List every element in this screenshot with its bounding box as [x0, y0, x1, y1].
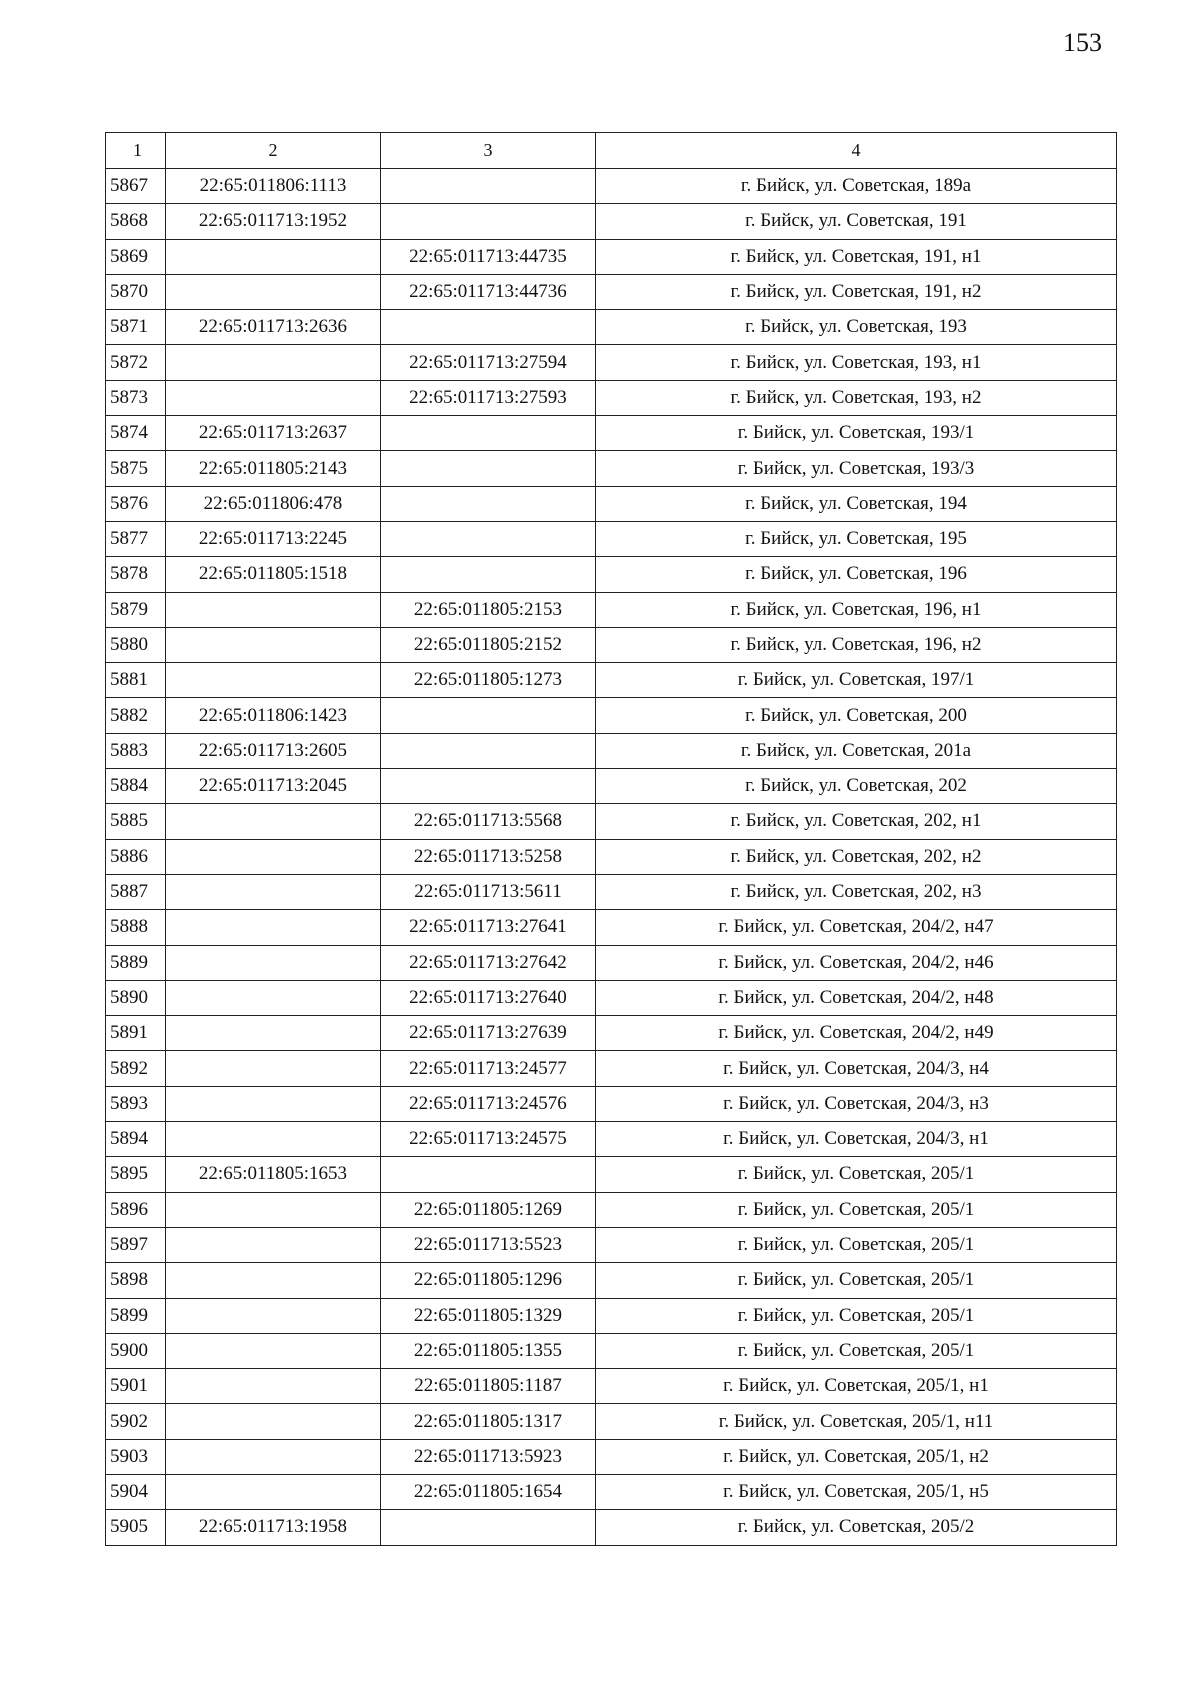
sub-cadastral-number-cell [381, 310, 596, 345]
address-cell: г. Бийск, ул. Советская, 204/2, н46 [596, 945, 1117, 980]
address-cell: г. Бийск, ул. Советская, 191, н2 [596, 274, 1117, 309]
address-cell: г. Бийск, ул. Советская, 202, н1 [596, 804, 1117, 839]
address-cell: г. Бийск, ул. Советская, 205/2 [596, 1510, 1117, 1545]
cadastral-number-cell [166, 663, 381, 698]
row-number-cell: 5894 [106, 1122, 166, 1157]
row-number-cell: 5868 [106, 204, 166, 239]
address-cell: г. Бийск, ул. Советская, 205/1 [596, 1192, 1117, 1227]
cadastral-number-cell: 22:65:011713:2605 [166, 733, 381, 768]
table-row [106, 980, 1117, 1015]
table-row [106, 733, 1117, 768]
cadastral-number-cell: 22:65:011713:1958 [166, 1510, 381, 1545]
row-number-cell: 5887 [106, 874, 166, 909]
table-row [106, 1051, 1117, 1086]
table-row [106, 804, 1117, 839]
cadastral-number-cell: 22:65:011806:1423 [166, 698, 381, 733]
cadastral-number-cell [166, 1404, 381, 1439]
row-number-cell: 5875 [106, 451, 166, 486]
row-number-cell: 5873 [106, 380, 166, 415]
sub-cadastral-number-cell: 22:65:011805:1273 [381, 663, 596, 698]
address-cell: г. Бийск, ул. Советская, 191 [596, 204, 1117, 239]
table-row [106, 1404, 1117, 1439]
cadastral-number-cell: 22:65:011713:2636 [166, 310, 381, 345]
cadastral-number-cell [166, 980, 381, 1015]
cadastral-number-cell [166, 592, 381, 627]
cadastral-number-cell [166, 1086, 381, 1121]
table-row [106, 557, 1117, 592]
address-cell: г. Бийск, ул. Советская, 201а [596, 733, 1117, 768]
row-number-cell: 5896 [106, 1192, 166, 1227]
sub-cadastral-number-cell: 22:65:011805:1317 [381, 1404, 596, 1439]
cadastral-number-cell [166, 627, 381, 662]
sub-cadastral-number-cell: 22:65:011805:2153 [381, 592, 596, 627]
table-row [106, 592, 1117, 627]
row-number-cell: 5900 [106, 1333, 166, 1368]
address-cell: г. Бийск, ул. Советская, 204/3, н3 [596, 1086, 1117, 1121]
sub-cadastral-number-cell: 22:65:011805:1187 [381, 1369, 596, 1404]
header-col-3: 3 [381, 133, 596, 169]
cadastral-number-cell: 22:65:011713:1952 [166, 204, 381, 239]
sub-cadastral-number-cell: 22:65:011713:5523 [381, 1227, 596, 1262]
cadastral-number-cell: 22:65:011805:2143 [166, 451, 381, 486]
cadastral-number-cell [166, 345, 381, 380]
table-row [106, 1157, 1117, 1192]
sub-cadastral-number-cell [381, 486, 596, 521]
address-cell: г. Бийск, ул. Советская, 193, н1 [596, 345, 1117, 380]
sub-cadastral-number-cell: 22:65:011713:27639 [381, 1016, 596, 1051]
table-row [106, 698, 1117, 733]
address-cell: г. Бийск, ул. Советская, 204/2, н48 [596, 980, 1117, 1015]
row-number-cell: 5905 [106, 1510, 166, 1545]
cadastral-number-cell [166, 945, 381, 980]
row-number-cell: 5872 [106, 345, 166, 380]
sub-cadastral-number-cell [381, 733, 596, 768]
row-number-cell: 5904 [106, 1474, 166, 1509]
sub-cadastral-number-cell: 22:65:011713:27593 [381, 380, 596, 415]
address-cell: г. Бийск, ул. Советская, 196, н1 [596, 592, 1117, 627]
address-cell: г. Бийск, ул. Советская, 205/1, н11 [596, 1404, 1117, 1439]
row-number-cell: 5867 [106, 169, 166, 204]
sub-cadastral-number-cell: 22:65:011713:27640 [381, 980, 596, 1015]
cadastral-number-cell [166, 274, 381, 309]
address-cell: г. Бийск, ул. Советская, 205/1 [596, 1263, 1117, 1298]
page-number: 153 [1063, 28, 1102, 57]
row-number-cell: 5870 [106, 274, 166, 309]
table-row [106, 663, 1117, 698]
address-cell: г. Бийск, ул. Советская, 194 [596, 486, 1117, 521]
row-number-cell: 5886 [106, 839, 166, 874]
address-cell: г. Бийск, ул. Советская, 193/1 [596, 416, 1117, 451]
address-cell: г. Бийск, ул. Советская, 205/1, н5 [596, 1474, 1117, 1509]
sub-cadastral-number-cell: 22:65:011713:24575 [381, 1122, 596, 1157]
table-row [106, 310, 1117, 345]
table-row [106, 380, 1117, 415]
sub-cadastral-number-cell: 22:65:011713:24577 [381, 1051, 596, 1086]
cadastral-number-cell [166, 1474, 381, 1509]
row-number-cell: 5903 [106, 1439, 166, 1474]
address-cell: г. Бийск, ул. Советская, 196 [596, 557, 1117, 592]
row-number-cell: 5902 [106, 1404, 166, 1439]
cadastral-number-cell [166, 1298, 381, 1333]
row-number-cell: 5888 [106, 910, 166, 945]
table-row [106, 1086, 1117, 1121]
cadastral-number-cell [166, 1192, 381, 1227]
row-number-cell: 5901 [106, 1369, 166, 1404]
row-number-cell: 5890 [106, 980, 166, 1015]
table-row [106, 627, 1117, 662]
cadastral-number-cell: 22:65:011806:1113 [166, 169, 381, 204]
table-row [106, 169, 1117, 204]
cadastral-number-cell [166, 1016, 381, 1051]
sub-cadastral-number-cell [381, 204, 596, 239]
header-col-1: 1 [106, 133, 166, 169]
sub-cadastral-number-cell: 22:65:011805:1329 [381, 1298, 596, 1333]
table-row [106, 1369, 1117, 1404]
sub-cadastral-number-cell [381, 451, 596, 486]
cadastral-number-cell: 22:65:011805:1653 [166, 1157, 381, 1192]
table-row [106, 416, 1117, 451]
row-number-cell: 5878 [106, 557, 166, 592]
cadastral-number-cell [166, 804, 381, 839]
sub-cadastral-number-cell: 22:65:011805:1296 [381, 1263, 596, 1298]
table-row [106, 1122, 1117, 1157]
row-number-cell: 5879 [106, 592, 166, 627]
table-row [106, 769, 1117, 804]
table-row [106, 874, 1117, 909]
table-row [106, 521, 1117, 556]
row-number-cell: 5895 [106, 1157, 166, 1192]
cadastral-number-cell [166, 1227, 381, 1262]
sub-cadastral-number-cell [381, 769, 596, 804]
cadastral-number-cell [166, 1333, 381, 1368]
cadastral-number-cell: 22:65:011713:2245 [166, 521, 381, 556]
table-row [106, 1439, 1117, 1474]
table-row [106, 1016, 1117, 1051]
address-cell: г. Бийск, ул. Советская, 202, н3 [596, 874, 1117, 909]
sub-cadastral-number-cell: 22:65:011713:24576 [381, 1086, 596, 1121]
table-row [106, 451, 1117, 486]
row-number-cell: 5871 [106, 310, 166, 345]
table-row [106, 486, 1117, 521]
sub-cadastral-number-cell [381, 698, 596, 733]
row-number-cell: 5893 [106, 1086, 166, 1121]
cadastral-number-cell [166, 1263, 381, 1298]
registry-table [105, 132, 1117, 1546]
sub-cadastral-number-cell: 22:65:011713:5611 [381, 874, 596, 909]
header-col-2: 2 [166, 133, 381, 169]
header-row [106, 133, 1117, 169]
cadastral-number-cell [166, 1369, 381, 1404]
cadastral-number-cell [166, 239, 381, 274]
sub-cadastral-number-cell: 22:65:011713:5923 [381, 1439, 596, 1474]
row-number-cell: 5874 [106, 416, 166, 451]
table-body [106, 169, 1117, 1546]
cadastral-number-cell [166, 910, 381, 945]
sub-cadastral-number-cell: 22:65:011713:27594 [381, 345, 596, 380]
table-row [106, 239, 1117, 274]
address-cell: г. Бийск, ул. Советская, 204/3, н1 [596, 1122, 1117, 1157]
table-row [106, 1227, 1117, 1262]
sub-cadastral-number-cell: 22:65:011713:44735 [381, 239, 596, 274]
table-row [106, 274, 1117, 309]
row-number-cell: 5877 [106, 521, 166, 556]
table-row [106, 1333, 1117, 1368]
cadastral-number-cell: 22:65:011713:2045 [166, 769, 381, 804]
row-number-cell: 5880 [106, 627, 166, 662]
address-cell: г. Бийск, ул. Советская, 205/1 [596, 1333, 1117, 1368]
cadastral-number-cell: 22:65:011805:1518 [166, 557, 381, 592]
address-cell: г. Бийск, ул. Советская, 193 [596, 310, 1117, 345]
sub-cadastral-number-cell: 22:65:011805:1355 [381, 1333, 596, 1368]
cadastral-number-cell [166, 1439, 381, 1474]
table-row [106, 1192, 1117, 1227]
table-row [106, 204, 1117, 239]
cadastral-number-cell [166, 1122, 381, 1157]
sub-cadastral-number-cell: 22:65:011713:27641 [381, 910, 596, 945]
cadastral-number-cell [166, 839, 381, 874]
row-number-cell: 5891 [106, 1016, 166, 1051]
row-number-cell: 5899 [106, 1298, 166, 1333]
row-number-cell: 5897 [106, 1227, 166, 1262]
sub-cadastral-number-cell [381, 557, 596, 592]
address-cell: г. Бийск, ул. Советская, 195 [596, 521, 1117, 556]
sub-cadastral-number-cell: 22:65:011805:2152 [381, 627, 596, 662]
row-number-cell: 5892 [106, 1051, 166, 1086]
table-row [106, 1474, 1117, 1509]
address-cell: г. Бийск, ул. Советская, 191, н1 [596, 239, 1117, 274]
sub-cadastral-number-cell: 22:65:011805:1269 [381, 1192, 596, 1227]
address-cell: г. Бийск, ул. Советская, 205/1, н1 [596, 1369, 1117, 1404]
address-cell: г. Бийск, ул. Советская, 200 [596, 698, 1117, 733]
table-row [106, 1298, 1117, 1333]
sub-cadastral-number-cell: 22:65:011713:5258 [381, 839, 596, 874]
row-number-cell: 5881 [106, 663, 166, 698]
address-cell: г. Бийск, ул. Советская, 193, н2 [596, 380, 1117, 415]
row-number-cell: 5882 [106, 698, 166, 733]
table-row [106, 1510, 1117, 1545]
sub-cadastral-number-cell: 22:65:011713:44736 [381, 274, 596, 309]
sub-cadastral-number-cell [381, 521, 596, 556]
table-row [106, 839, 1117, 874]
sub-cadastral-number-cell [381, 1157, 596, 1192]
cadastral-number-cell: 22:65:011713:2637 [166, 416, 381, 451]
address-cell: г. Бийск, ул. Советская, 204/2, н47 [596, 910, 1117, 945]
address-cell: г. Бийск, ул. Советская, 202 [596, 769, 1117, 804]
row-number-cell: 5884 [106, 769, 166, 804]
address-cell: г. Бийск, ул. Советская, 204/2, н49 [596, 1016, 1117, 1051]
address-cell: г. Бийск, ул. Советская, 193/3 [596, 451, 1117, 486]
address-cell: г. Бийск, ул. Советская, 205/1 [596, 1157, 1117, 1192]
table-row [106, 345, 1117, 380]
address-cell: г. Бийск, ул. Советская, 204/3, н4 [596, 1051, 1117, 1086]
sub-cadastral-number-cell: 22:65:011713:27642 [381, 945, 596, 980]
sub-cadastral-number-cell [381, 169, 596, 204]
sub-cadastral-number-cell [381, 416, 596, 451]
address-cell: г. Бийск, ул. Советская, 205/1 [596, 1298, 1117, 1333]
sub-cadastral-number-cell: 22:65:011805:1654 [381, 1474, 596, 1509]
address-cell: г. Бийск, ул. Советская, 202, н2 [596, 839, 1117, 874]
address-cell: г. Бийск, ул. Советская, 196, н2 [596, 627, 1117, 662]
row-number-cell: 5889 [106, 945, 166, 980]
row-number-cell: 5883 [106, 733, 166, 768]
address-cell: г. Бийск, ул. Советская, 205/1, н2 [596, 1439, 1117, 1474]
cadastral-number-cell [166, 1051, 381, 1086]
cadastral-number-cell: 22:65:011806:478 [166, 486, 381, 521]
table-row [106, 945, 1117, 980]
address-cell: г. Бийск, ул. Советская, 197/1 [596, 663, 1117, 698]
sub-cadastral-number-cell [381, 1510, 596, 1545]
cadastral-number-cell [166, 874, 381, 909]
sub-cadastral-number-cell: 22:65:011713:5568 [381, 804, 596, 839]
header-col-4: 4 [596, 133, 1117, 169]
row-number-cell: 5885 [106, 804, 166, 839]
row-number-cell: 5869 [106, 239, 166, 274]
table-row [106, 1263, 1117, 1298]
row-number-cell: 5876 [106, 486, 166, 521]
table-row [106, 910, 1117, 945]
row-number-cell: 5898 [106, 1263, 166, 1298]
address-cell: г. Бийск, ул. Советская, 205/1 [596, 1227, 1117, 1262]
address-cell: г. Бийск, ул. Советская, 189а [596, 169, 1117, 204]
cadastral-number-cell [166, 380, 381, 415]
